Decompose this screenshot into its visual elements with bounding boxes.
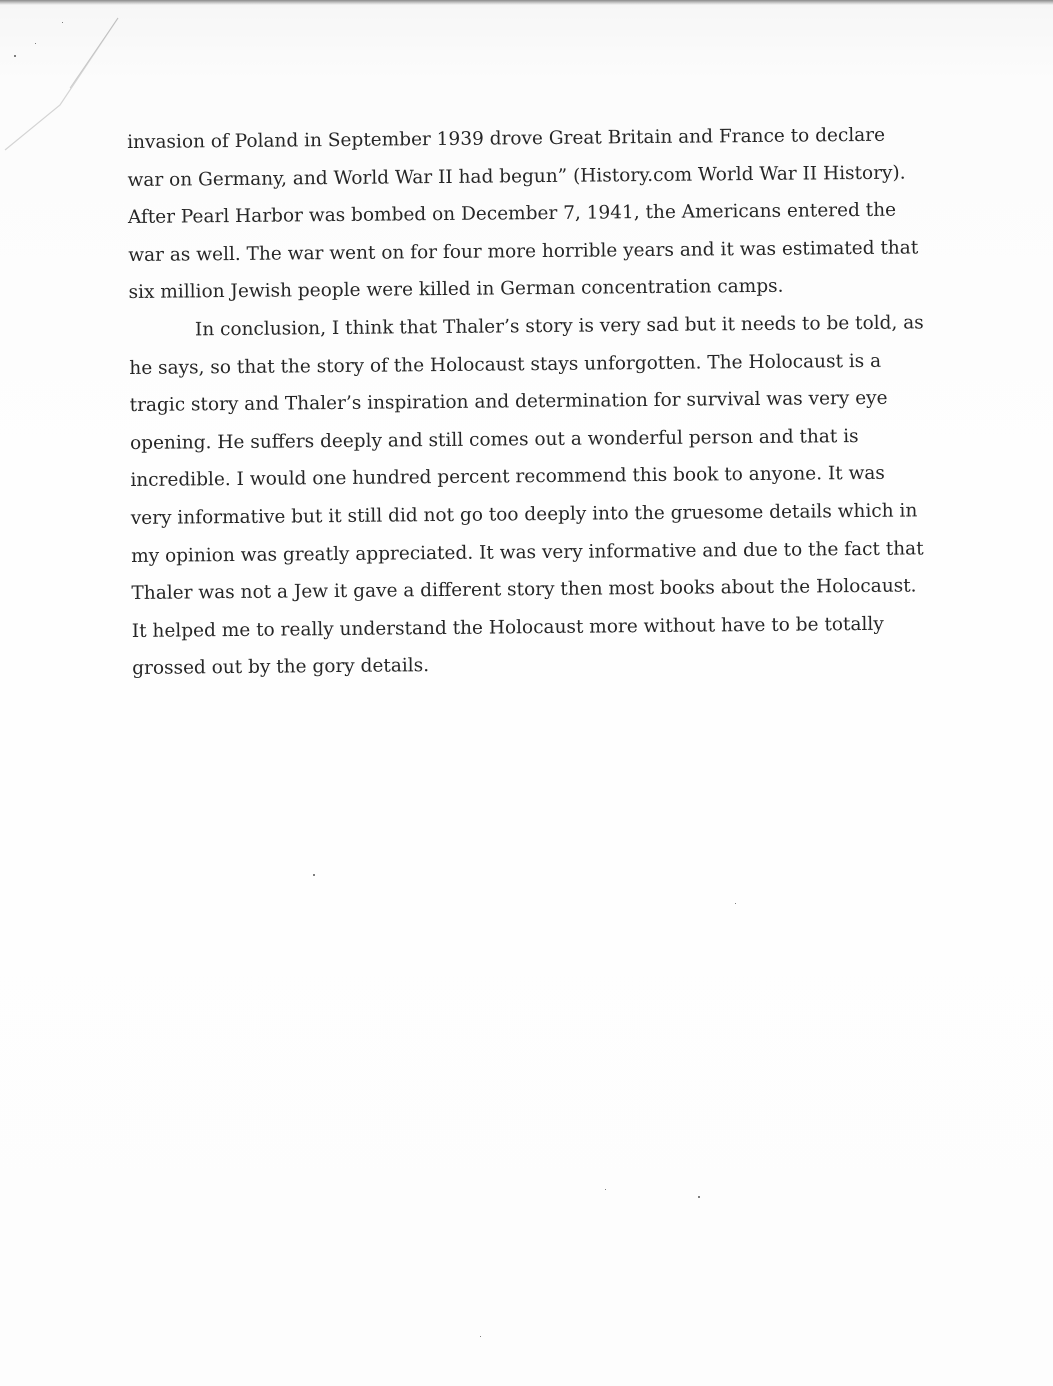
dust-speck [14, 55, 16, 57]
text-line: he says, so that the story of the Holocaust stays unforgotten. The Holocaust is a [129, 350, 882, 379]
text-line: Thaler was not a Jew it gave a different story then most books about the Holocaust. [131, 575, 917, 605]
corner-fold-mark [0, 0, 140, 170]
paragraph-1 [127, 117, 919, 312]
text-line: war on Germany, and World War II had begun” (History.com World War II History). [127, 162, 906, 191]
dust-speck [480, 1336, 481, 1337]
text-line: tragic story and Thaler’s inspiration and determination for survival was very eye [129, 387, 888, 417]
text-line: opening. He suffers deeply and still comes out a wonderful person and that is [129, 425, 859, 454]
dust-speck [605, 1189, 606, 1190]
dust-speck [698, 1196, 700, 1198]
text-line: very informative but it still did not go too deeply into the gruesome details which in [130, 500, 918, 529]
essay-text-block [127, 117, 924, 688]
dust-speck [62, 22, 63, 23]
text-line: my opinion was greatly appreciated. It was very informative and due to the fact that [131, 537, 924, 567]
dust-speck [35, 43, 36, 44]
scan-top-edge-shadow [0, 0, 1053, 5]
dust-speck [735, 903, 736, 904]
text-line: war as well. The war went on for four more horrible years and it was estimated that [128, 237, 919, 266]
text-line: It helped me to really understand the Holocaust more without have to be totally [131, 613, 884, 642]
text-line: six million Jewish people were killed in German concentration camps. [128, 276, 784, 304]
text-line: invasion of Poland in September 1939 drove Great Britain and France to declare [127, 124, 886, 153]
paragraph-2-conclusion [129, 305, 924, 688]
text-line: grossed out by the gory details. [132, 655, 430, 680]
dust-speck [313, 874, 315, 876]
text-line: After Pearl Harbor was bombed on December 7, 1941, the Americans entered the [127, 199, 897, 229]
text-line: incredible. I would one hundred percent recommend this book to anyone. It was [130, 463, 885, 492]
text-line: In conclusion, I think that Thaler’s story is very sad but it needs to be told, as [194, 312, 924, 341]
